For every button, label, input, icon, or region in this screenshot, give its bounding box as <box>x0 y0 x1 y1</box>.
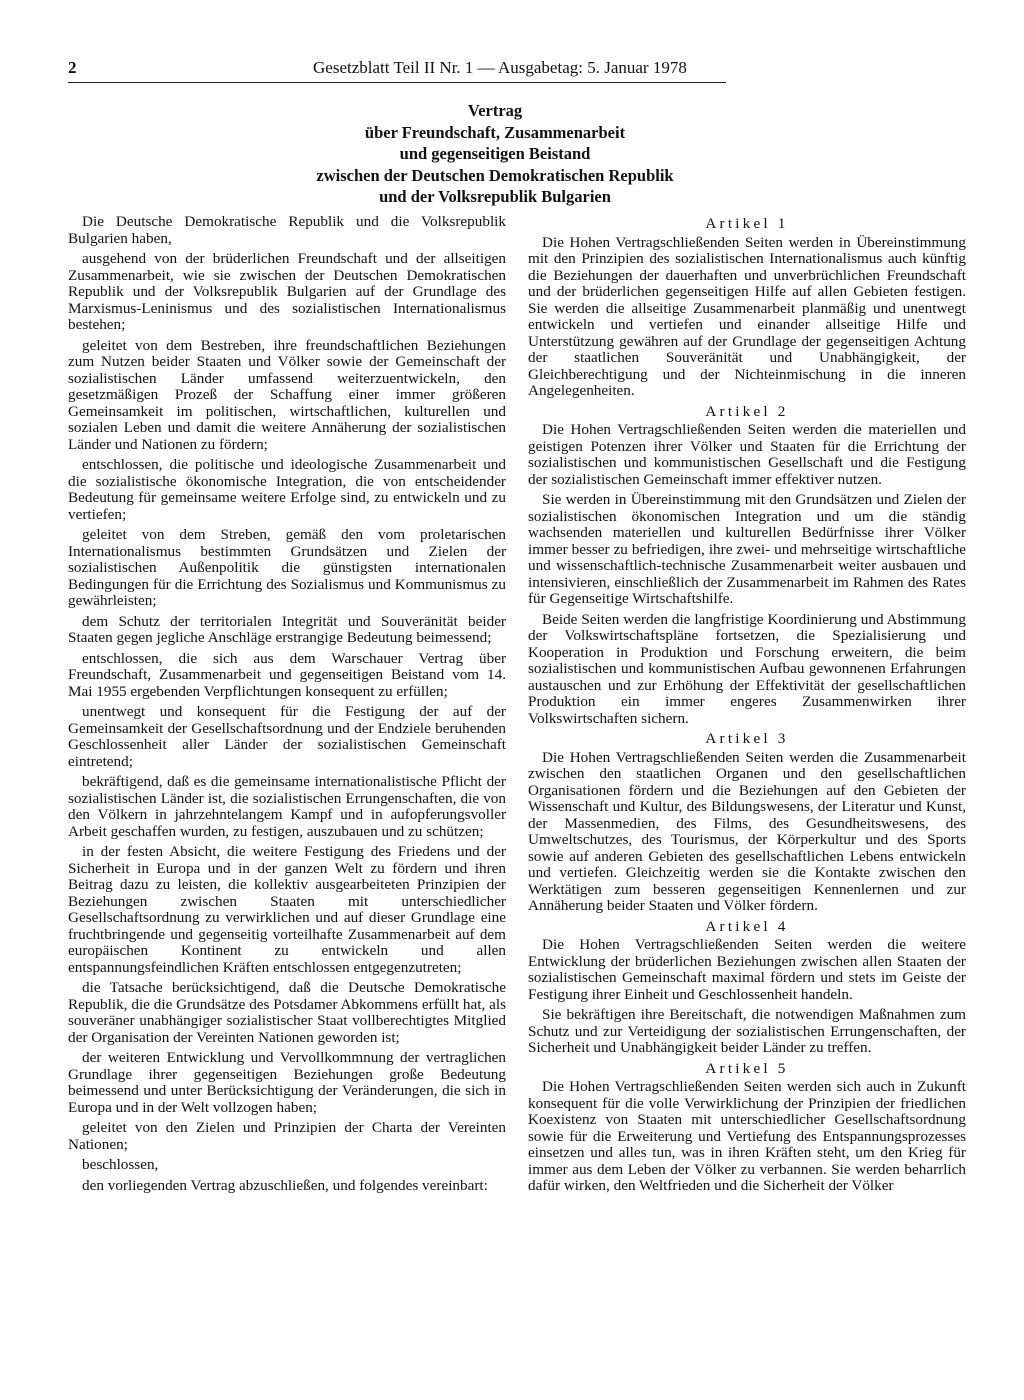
preamble-paragraph: die Tatsache berücksichtigend, daß die Deutsche Demokratische Republik, die die Grundsätze des Potsdamer Abkommens erfüllt hat, als souveräner unabhängiger sozialistischer Staat vollberechtigtes Mitglied der Organisation der Vereinten Nationen geworden ist; <box>68 979 506 1046</box>
preamble-paragraph: entschlossen, die sich aus dem Warschauer Vertrag über Freundschaft, Zusammenarbeit und gegenseitigen Beistand vom 14. Mai 1955 ergebenden Verpflichtungen konsequent zu erfüllen; <box>68 649 506 700</box>
page-header <box>68 52 726 83</box>
preamble-paragraph: Die Deutsche Demokratische Republik und die Volksrepublik Bulgarien haben, <box>68 213 506 247</box>
article-paragraph: Die Hohen Vertragschließenden Seiten werden sich auch in Zukunft konsequent für die volle Verwirklichung der Prinzipien der friedlichen Koexistenz von Staaten mit unterschiedlicher Gesellschaftsordnung sowie für die Erweiterung und Vertiefung des Entspannungsprozesses einsetzen und alles tun, was in ihren Kräften steht, um den Krieg für immer aus dem Leben der Völker zu verbannen. Sie werden beharrlich dafür wirken, den Weltfrieden und die Sicherheit der Völker <box>528 1078 966 1194</box>
article-paragraph: Die Hohen Vertragschließenden Seiten werden die materiellen und geistigen Potenzen ihrer Völker und Staaten für die Errichtung der sozialistischen und kommunistischen Gesellschaft und die Festigung der sozialistischen Gemeinschaft immer effektiver nutzen. <box>528 421 966 488</box>
preamble-paragraph: bekräftigend, daß es die gemeinsame internationalistische Pflicht der sozialistischen Länder ist, die sozialistischen Errungenschaften, die von den Völkern in jahrzehntelangem Kampf und in aufopferungsvoller Arbeit geschaffen wurden, zu festigen, auszubauen und zu schützen; <box>68 773 506 840</box>
title-line: Vertrag <box>467 101 523 120</box>
title-line: und der Volksrepublik Bulgarien <box>379 187 611 206</box>
preamble-paragraph: dem Schutz der territorialen Integrität und Souveränität beider Staaten gegen jegliche Anschläge erstrangige Bedeutung beimessend; <box>68 612 506 646</box>
preamble-column <box>68 214 506 1198</box>
preamble-paragraph: geleitet von den Zielen und Prinzipien der Charta der Vereinten Nationen; <box>68 1119 506 1153</box>
title-line: zwischen der Deutschen Demokratischen Republik <box>316 165 674 185</box>
preamble-paragraph: den vorliegenden Vertrag abzuschließen, und folgendes vereinbart: <box>82 1176 488 1194</box>
preamble-paragraph: unentwegt und konsequent für die Festigung der auf der Gemeinsamkeit der Gesellschaftsordnung und der Endziele beruhenden Geschlossenheit aller Länder der sozialistischen Gemeinschaft eintretend; <box>68 703 506 770</box>
article-heading: Artikel 4 <box>705 917 789 935</box>
title-line: über Freundschaft, Zusammenarbeit <box>364 122 626 142</box>
articles-column <box>528 214 966 1199</box>
preamble-paragraph: geleitet von dem Bestreben, ihre freundschaftlichen Beziehungen zum Nutzen beider Staaten und Völker sowie der Gemeinschaft der sozialistischen Länder umfassend weiterzuentwickeln, den gesetzmäßigen Prozeß der Schaffung einer immer größeren Gemeinsamkeit im politischen, wirtschaftlichen, kulturellen und sozialen Leben und damit die weitere Annäherung der sozialistischen Länder und Nationen zu fördern; <box>68 336 506 453</box>
preamble-paragraph: beschlossen, <box>82 1156 159 1173</box>
article-paragraph: Die Hohen Vertragschließenden Seiten werden in Übereinstimmung mit den Prinzipien des sozialistischen Internationalismus auch künftig die Beziehungen der dauerhaften und unverbrüchlichen Freundschaft und der brüderlichen gegenseitigen Hilfe auf allen Gebieten festigen. Sie werden die allseitige Zusammenarbeit planmäßig und unentwegt entwickeln und vertiefen und einander allseitige Hilfe und Unterstützung gewähren auf der Grundlage der gegenseitigen Achtung der staatlichen Souveränität und Unabhängigkeit, der Gleichberechtigung und der Nichteinmischung in die inneren Angelegenheiten. <box>528 233 966 399</box>
article-heading: Artikel 5 <box>705 1059 789 1077</box>
treaty-title <box>260 100 730 208</box>
article-paragraph: Die Hohen Vertragschließenden Seiten werden die weitere Entwicklung der brüderlichen Beziehungen zwischen allen Staaten der sozialistischen Gemeinschaft maximal fördern und stets im Geiste der Festigung ihrer Einheit und Geschlossenheit handeln. <box>528 936 966 1003</box>
preamble-paragraph: der weiteren Entwicklung und Vervollkommnung der vertraglichen Grundlage ihrer gegenseitigen Beziehungen große Bedeutung beimessend und unter Berücksichtigung der Veränderungen, die sich in Europa und in der Welt vollzogen haben; <box>68 1049 506 1116</box>
article-heading: Artikel 2 <box>705 402 789 420</box>
title-line: und gegenseitigen Beistand <box>399 144 591 163</box>
preamble-paragraph: in der festen Absicht, die weitere Festigung des Friedens und der Sicherheit in Europa und in der ganzen Welt zu fördern und ihren Beitrag dazu zu leisten, die kollektiv ausgearbeiteten Prinzipien der Beziehungen zwischen Staaten mit unterschiedlicher Gesellschaftsordnung zu verwirklichen und auf dieser Grundlage eine fruchtbringende und gegenseitig vorteilhafte Zusammenarbeit auf dem europäischen Kontinent zu entwickeln und allen entspannungsfeindlichen Kräften entschlossen entgegenzutreten; <box>68 843 506 976</box>
article-heading: Artikel 1 <box>705 215 789 232</box>
article-heading: Artikel 3 <box>705 730 789 747</box>
article-paragraph: Sie werden in Übereinstimmung mit den Grundsätzen und Zielen der sozialistischen ökonomischen Integration und um die ständig wachsenden materiellen und kulturellen Bedürfnisse ihrer Völker immer besser zu befriedigen, ihre zwei- und mehrseitige wirtschaftliche und wissenschaftlich-technische Zusammenarbeit weiter ausbauen und intensivieren, einschließlich der Zusammenarbeit im Rahmen des Rates für Gegenseitige Wirtschaftshilfe. <box>528 491 966 607</box>
article-paragraph: Die Hohen Vertragschließenden Seiten werden die Zusammenarbeit zwischen den staatlichen Organen und den gesellschaftlichen Organisationen fördern und die Beziehungen auf den Gebieten der Wissenschaft und Kultur, des Bildungswesens, der Literatur und Kunst, der Massenmedien, des Films, des Gesundheitswesens, des Umweltschutzes, des Tourismus, der Körperkultur und des Sports sowie auf anderen Gebieten des gesellschaftlichen Lebens entwickeln und vertiefen. Gleichzeitig werden sie die Kontakte zwischen den Werktätigen zum besseren gegenseitigen Kennenlernen und zur Annäherung beider Staaten und Völker fördern. <box>528 748 966 914</box>
gazette-issue-line: Gesetzblatt Teil II Nr. 1 — Ausgabetag: 5. Januar 1978 <box>313 58 687 77</box>
preamble-paragraph: entschlossen, die politische und ideologische Zusammenarbeit und die sozialistische ökonomische Integration, die von entscheidender Bedeutung für gemeinsame weitere Erfolge sind, zu entwickeln und zu vertiefen; <box>68 456 506 523</box>
page-number: 2 <box>68 58 77 77</box>
preamble-paragraph: ausgehend von der brüderlichen Freundschaft und der allseitigen Zusammenarbeit, wie sie zwischen der Deutschen Demokratischen Republik und der Volksrepublik Bulgarien auf der Grundlage des Marxismus-Leninismus und des sozialistischen Internationalismus bestehen; <box>68 250 506 333</box>
preamble-paragraph: geleitet von dem Streben, gemäß den vom proletarischen Internationalismus bestimmten Grundsätzen und Zielen der sozialistischen Außenpolitik die günstigsten internationalen Bedingungen für die Errichtung des Sozialismus und Kommunismus zu gewährleisten; <box>68 526 506 609</box>
article-paragraph: Beide Seiten werden die langfristige Koordinierung und Abstimmung der Volkswirtschaftspläne fortsetzen, die Spezialisierung und Kooperation in Produktion und Forschung erweitern, die beim sozialistischen und kommunistischen Aufbau gewonnenen Erfahrungen austauschen und zur Erhöhung der Effektivität der gesellschaftlichen Produktion ein immer engeres Zusammenwirken ihrer Volkswirtschaften sichern. <box>528 610 966 727</box>
article-paragraph: Sie bekräftigen ihre Bereitschaft, die notwendigen Maßnahmen zum Schutz und zur Verteidigung der sozialistischen Errungenschaften, der Sicherheit und Unabhängigkeit beider Länder zu treffen. <box>528 1006 966 1056</box>
